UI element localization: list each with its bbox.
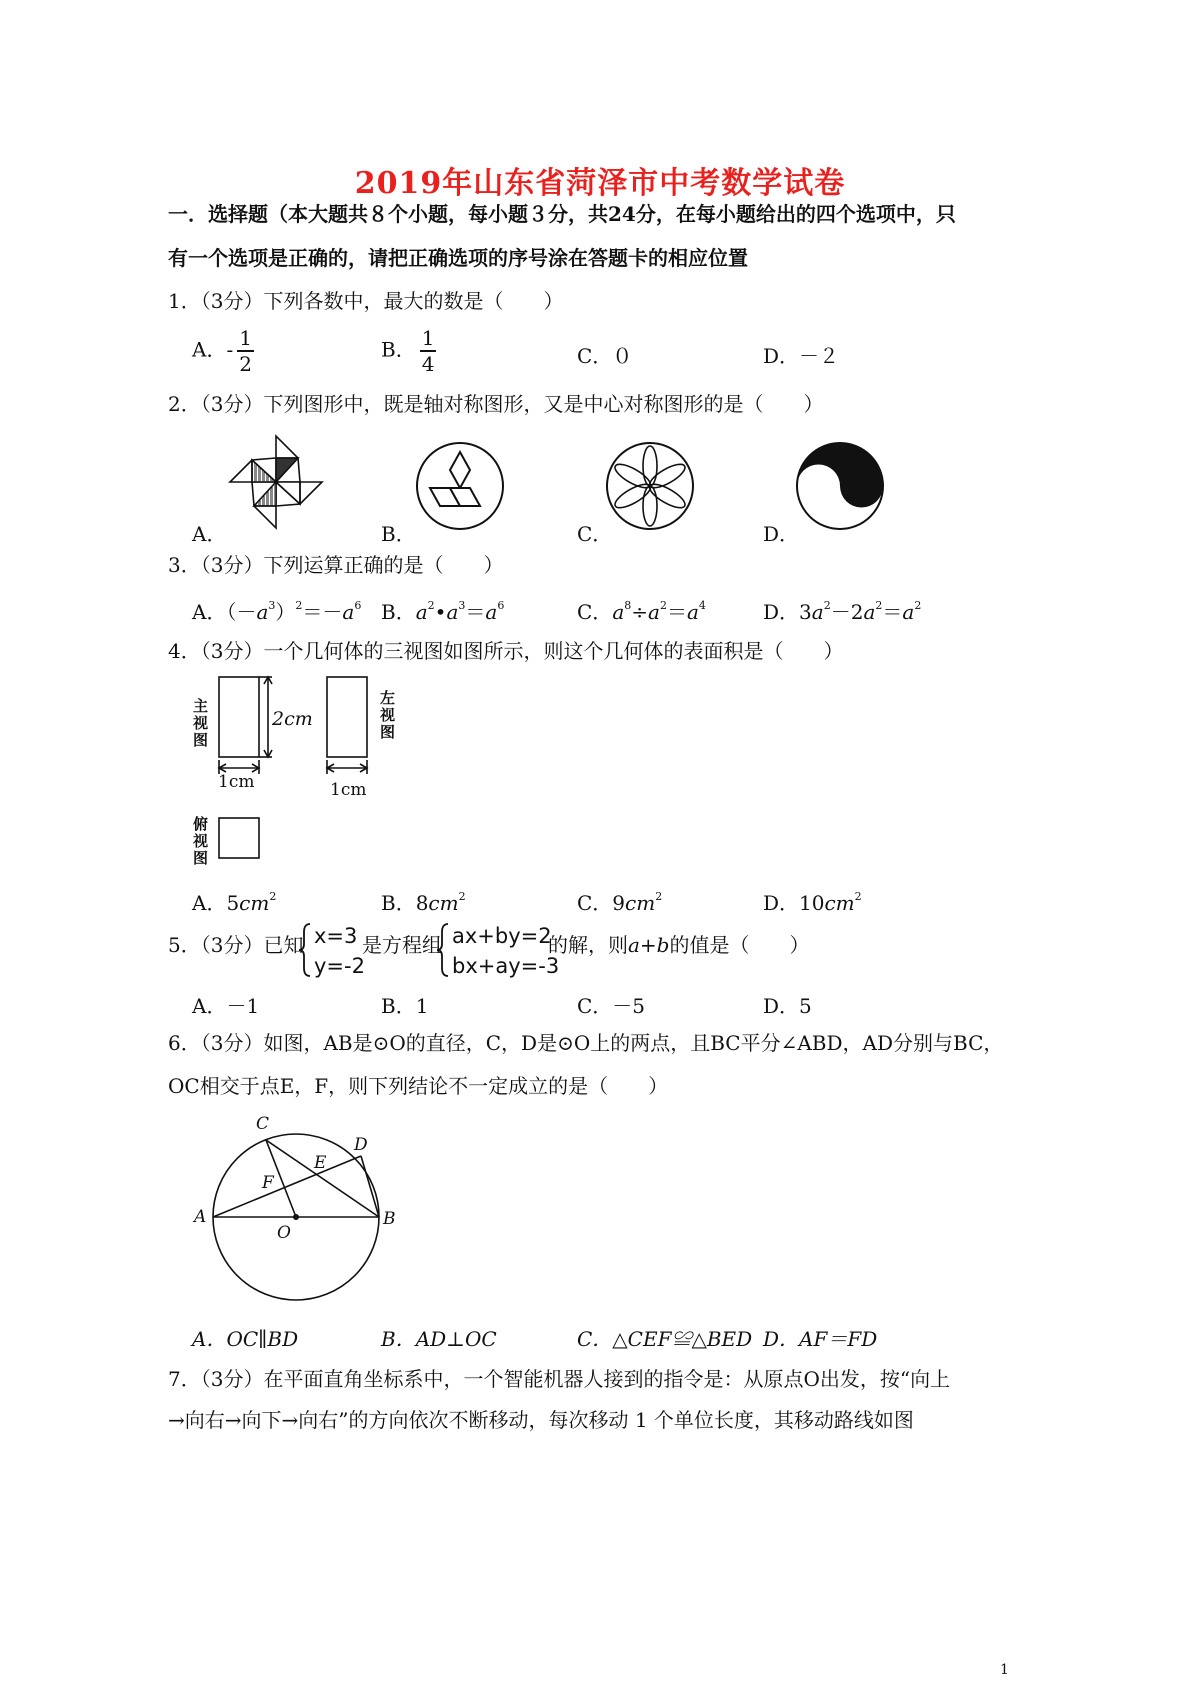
q5-system1-line1: x=3 xyxy=(314,924,358,948)
point-o-label: O xyxy=(277,1223,291,1243)
question-2-stem: 2．（3分）下列图形中，既是轴对称图形，又是中心对称图形的是（ ） xyxy=(168,392,824,416)
front-view-label: 主视图 xyxy=(193,697,209,749)
q1-a-sign: - xyxy=(226,337,234,362)
question-6-stem-line2: OC相交于点E，F，则下列结论不一定成立的是（ ） xyxy=(168,1074,669,1098)
q2-option-b-label: B． xyxy=(381,522,416,546)
q4-c-text: C．9 xyxy=(577,891,626,915)
q3-option-b: B．$a^2•a^3=a^6$ xyxy=(381,599,505,624)
q5-system1-line2: y=-2 xyxy=(314,954,365,978)
q5-system2-brace xyxy=(436,922,450,978)
circle-geometry-figure xyxy=(190,1110,410,1310)
q5-suffix-a: 的解，则 xyxy=(548,933,628,957)
left-width-label: 1cm xyxy=(330,780,367,800)
point-d-label: D xyxy=(354,1135,368,1155)
q2-option-d-label: D． xyxy=(763,522,800,546)
q4-b-text: B．8 xyxy=(381,891,429,915)
q4-option-a: A．$5cm^2$ xyxy=(192,890,277,915)
q2-option-a-label: A． xyxy=(192,522,227,546)
question-3-stem: 3．（3分）下列运算正确的是（ ） xyxy=(168,553,504,577)
q1-option-b xyxy=(381,326,436,376)
q1-b-numerator: 1 xyxy=(421,326,435,350)
q4-a-text: A．5 xyxy=(192,891,240,915)
question-7-stem-line2: →向右→向下→向右”的方向依次不断移动，每次移动 1 个单位长度，其移动路线如图 xyxy=(168,1408,914,1432)
q1-option-c: C．０ xyxy=(577,344,633,368)
pinwheel-figure xyxy=(226,432,326,532)
left-view-label: 左视图 xyxy=(380,689,396,741)
point-f-label: F xyxy=(262,1173,274,1193)
three-diamonds-figure xyxy=(414,440,506,532)
q1-b-denominator: 4 xyxy=(421,352,435,376)
q1-option-a xyxy=(192,326,254,376)
q5-option-a: A．－1 xyxy=(192,994,260,1018)
q4-option-b: B．$8cm^2$ xyxy=(381,890,466,915)
q3-option-d: D．$3a^2-2a^2=a^2$ xyxy=(763,599,922,624)
q5-system1-brace xyxy=(298,922,312,978)
q5-option-c: C．－5 xyxy=(577,994,646,1018)
question-6-stem-line1: 6．（3分）如图，AB是⊙O的直径，C，D是⊙O上的两点，且BC平分∠ABD，AD分别与BC， xyxy=(168,1031,1004,1055)
q4-c-unit: cm xyxy=(625,891,656,915)
six-petal-flower-figure xyxy=(604,440,696,532)
q5-system2-line1: ax+by=2 xyxy=(452,924,552,948)
question-7-stem-line1: 7．（3分）在平面直角坐标系中，一个智能机器人接到的指令是：从原点O出发，按“向上 xyxy=(168,1367,951,1391)
q2-option-c-label: C． xyxy=(577,522,613,546)
q5-suffix-var: a+b xyxy=(628,933,670,957)
q6-option-b: B．AD⊥OC xyxy=(381,1327,497,1351)
q1-option-d: D．－２ xyxy=(763,344,840,368)
q6-option-c: C．△CEF≌△BED xyxy=(577,1327,753,1351)
q5-prefix: 5．（3分）已知 xyxy=(168,933,304,957)
q6-option-a: A．OC∥BD xyxy=(192,1327,299,1351)
front-width-label: 1cm xyxy=(218,772,255,792)
top-view-label: 俯视图 xyxy=(193,815,209,867)
q1-a-fraction xyxy=(237,326,254,376)
q4-option-c: C．$9cm^2$ xyxy=(577,890,663,915)
section-heading-line2: 有一个选项是正确的，请把正确选项的序号涂在答题卡的相应位置 xyxy=(168,246,748,270)
q4-option-d: D．$10cm^2$ xyxy=(763,890,862,915)
page-title: 2019年山东省菏泽市中考数学试卷 xyxy=(354,166,846,201)
q1-a-label: A． xyxy=(192,337,227,362)
point-e-label: E xyxy=(314,1153,327,1173)
q1-a-denominator: 2 xyxy=(239,352,252,376)
q6-option-d: D．AF＝FD xyxy=(763,1327,878,1351)
point-a-label: A xyxy=(194,1207,207,1227)
q5-mid: 是方程组 xyxy=(362,933,442,957)
q4-d-text: D．10 xyxy=(763,891,825,915)
q1-b-fraction xyxy=(420,326,437,376)
q5-suffix xyxy=(548,935,809,955)
question-4-stem: 4．（3分）一个几何体的三视图如图所示，则这个几何体的表面积是（ ） xyxy=(168,639,844,663)
question-1-stem: 1．（3分）下列各数中，最大的数是（ ） xyxy=(168,289,564,313)
q5-system1 xyxy=(314,921,365,981)
height-dimension-label: 2cm xyxy=(272,708,313,730)
q5-option-d: D．5 xyxy=(763,994,812,1018)
point-c-label: C xyxy=(256,1114,270,1134)
q5-system2-line2: bx+ay=-3 xyxy=(452,954,560,978)
q4-b-unit: cm xyxy=(428,891,459,915)
q4-a-unit: cm xyxy=(239,891,270,915)
q5-system2 xyxy=(452,921,559,981)
section-heading-line1: 一．选择题（本大题共８个小题，每小题３分，共24分，在每小题给出的四个选项中，只 xyxy=(168,202,956,226)
q5-option-b: B．1 xyxy=(381,994,429,1018)
point-b-label: B xyxy=(383,1209,396,1229)
q5-suffix-b: 的值是（ ） xyxy=(669,933,810,957)
q3-option-c: C．$a^8\div a^2=a^4$ xyxy=(577,599,706,624)
page-number: 1 xyxy=(1000,1662,1009,1678)
q1-a-numerator: 1 xyxy=(239,326,252,350)
q1-b-label: B． xyxy=(381,337,416,362)
q3-option-a: A．$(-a^3)^2=-a^6$ xyxy=(192,599,362,624)
taiji-figure xyxy=(794,440,886,532)
q4-d-unit: cm xyxy=(824,891,855,915)
